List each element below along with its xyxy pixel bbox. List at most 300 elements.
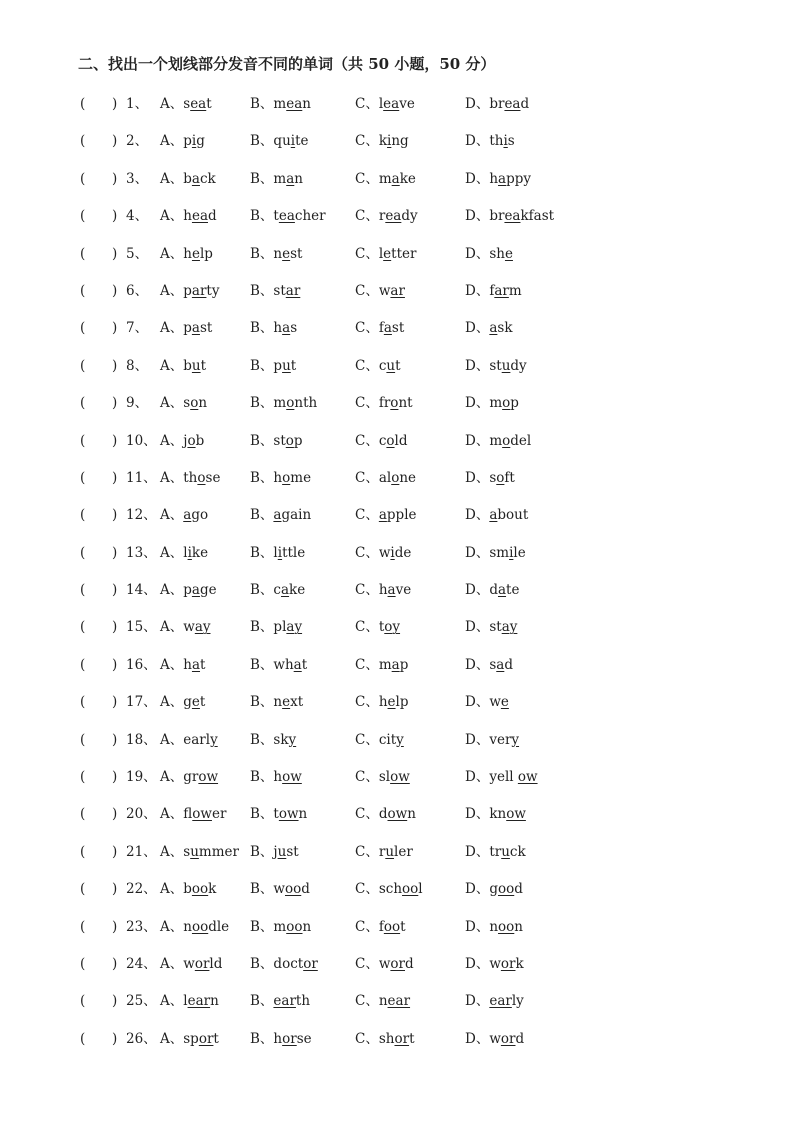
underlined-part: ow bbox=[192, 806, 212, 823]
underlined-part: e bbox=[191, 694, 200, 711]
word-suffix: ke bbox=[399, 170, 416, 187]
option-d bbox=[465, 169, 531, 189]
option-letter: A、 bbox=[160, 769, 184, 786]
option-d bbox=[465, 954, 524, 974]
answer-bracket-open: ( bbox=[80, 769, 86, 786]
answer-bracket-close: ) bbox=[112, 769, 118, 786]
underlined-part: oo bbox=[191, 881, 209, 898]
word-prefix: h bbox=[183, 208, 192, 225]
option-letter: D、 bbox=[465, 843, 490, 860]
option-letter: D、 bbox=[465, 507, 490, 524]
word-prefix: th bbox=[183, 469, 198, 486]
option-a bbox=[160, 991, 219, 1011]
question-number: 12、 bbox=[126, 507, 157, 524]
option-d bbox=[465, 730, 519, 750]
word-prefix: st bbox=[273, 282, 286, 299]
option-letter: D、 bbox=[465, 918, 490, 935]
question-row bbox=[80, 917, 780, 954]
option-letter: B、 bbox=[250, 544, 274, 561]
word-suffix: go bbox=[191, 507, 209, 524]
option-letter: C、 bbox=[355, 507, 379, 524]
question-row bbox=[80, 431, 780, 468]
underlined-part: u bbox=[282, 357, 291, 374]
answer-bracket-open: ( bbox=[80, 208, 86, 225]
option-letter: C、 bbox=[355, 208, 379, 225]
word-suffix: p bbox=[510, 395, 519, 412]
underlined-part: oo bbox=[284, 881, 302, 898]
option-b bbox=[250, 804, 307, 824]
question-number: 25、 bbox=[126, 993, 157, 1010]
option-letter: C、 bbox=[355, 245, 379, 262]
question-number: 18、 bbox=[126, 731, 157, 748]
underlined-part: ea bbox=[385, 208, 402, 225]
answer-bracket-close: ) bbox=[112, 955, 118, 972]
word-suffix: d bbox=[405, 955, 414, 972]
option-c bbox=[355, 991, 410, 1011]
question-row bbox=[80, 244, 780, 281]
option-b bbox=[250, 730, 296, 750]
underlined-part: a bbox=[191, 582, 200, 599]
underlined-part: e bbox=[387, 694, 396, 711]
option-letter: B、 bbox=[250, 731, 274, 748]
option-c bbox=[355, 318, 404, 338]
option-b bbox=[250, 842, 299, 862]
option-letter: C、 bbox=[355, 769, 379, 786]
option-a bbox=[160, 94, 212, 114]
word-prefix: yell bbox=[489, 769, 518, 786]
underlined-part: a bbox=[293, 656, 302, 673]
underlined-part: ow bbox=[278, 806, 299, 823]
underlined-part: o bbox=[386, 432, 395, 449]
option-d bbox=[465, 879, 523, 899]
question-row bbox=[80, 879, 780, 916]
word-suffix: ng bbox=[391, 133, 409, 150]
word-prefix: sh bbox=[378, 1030, 395, 1047]
word-prefix: d bbox=[378, 806, 388, 823]
answer-bracket-open: ( bbox=[80, 507, 86, 524]
underlined-part: ow bbox=[282, 769, 302, 786]
option-d bbox=[465, 804, 526, 824]
option-a bbox=[160, 505, 208, 525]
answer-bracket-close: ) bbox=[112, 619, 118, 636]
option-letter: D、 bbox=[465, 769, 490, 786]
underlined-part: ow bbox=[198, 769, 219, 786]
underlined-part: or bbox=[390, 955, 405, 972]
underlined-part: a bbox=[498, 170, 507, 187]
underlined-part: y bbox=[288, 731, 297, 748]
underlined-part: a bbox=[273, 507, 282, 524]
word-suffix: p bbox=[293, 432, 303, 449]
word-prefix: h bbox=[378, 582, 388, 599]
option-letter: B、 bbox=[250, 133, 274, 150]
underlined-part: i bbox=[187, 544, 192, 561]
word-prefix: b bbox=[183, 170, 192, 187]
answer-bracket-open: ( bbox=[80, 955, 86, 972]
underlined-part: a bbox=[191, 170, 200, 187]
option-letter: B、 bbox=[250, 806, 274, 823]
option-d bbox=[465, 580, 519, 600]
underlined-part: a bbox=[489, 320, 498, 337]
option-letter: D、 bbox=[465, 395, 490, 412]
word-prefix: s bbox=[183, 843, 191, 860]
word-suffix: t bbox=[206, 96, 212, 112]
option-b bbox=[250, 169, 303, 189]
word-suffix: nt bbox=[398, 395, 413, 412]
word-prefix: h bbox=[273, 469, 283, 486]
option-c bbox=[355, 393, 413, 413]
option-d bbox=[465, 356, 527, 376]
word-prefix: sh bbox=[489, 245, 505, 262]
answer-bracket-close: ) bbox=[112, 96, 118, 112]
option-letter: A、 bbox=[160, 170, 184, 187]
answer-bracket-open: ( bbox=[80, 1030, 86, 1047]
word-prefix: w bbox=[378, 282, 391, 299]
word-suffix: kfast bbox=[520, 208, 555, 225]
word-prefix: m bbox=[378, 656, 392, 673]
word-prefix: t bbox=[378, 619, 385, 636]
word-suffix: t bbox=[199, 694, 206, 711]
question-row bbox=[80, 991, 780, 1028]
answer-bracket-close: ) bbox=[112, 881, 118, 898]
underlined-part: or bbox=[282, 1030, 297, 1047]
word-prefix: c bbox=[378, 432, 387, 449]
option-a bbox=[160, 1029, 219, 1049]
underlined-part: or bbox=[500, 955, 516, 972]
underlined-part: i bbox=[387, 133, 392, 150]
underlined-part: ear bbox=[489, 993, 512, 1010]
option-letter: A、 bbox=[160, 881, 184, 898]
answer-bracket-open: ( bbox=[80, 881, 86, 898]
option-a bbox=[160, 131, 205, 151]
word-prefix: w bbox=[489, 1030, 501, 1047]
word-prefix: st bbox=[489, 619, 502, 636]
word-suffix: st bbox=[286, 843, 299, 860]
word-prefix: r bbox=[378, 208, 386, 225]
option-a bbox=[160, 244, 213, 264]
word-prefix: w bbox=[489, 694, 501, 711]
question-row bbox=[80, 206, 780, 243]
underlined-part: y bbox=[210, 731, 218, 748]
underlined-part: o bbox=[282, 469, 291, 486]
word-suffix: st bbox=[391, 320, 405, 337]
word-suffix: mmer bbox=[198, 843, 239, 860]
answer-bracket-open: ( bbox=[80, 544, 86, 561]
underlined-part: u bbox=[501, 357, 511, 374]
answer-bracket-open: ( bbox=[80, 694, 86, 711]
underlined-part: u bbox=[386, 357, 396, 374]
word-suffix: n bbox=[407, 806, 416, 823]
option-letter: C、 bbox=[355, 170, 379, 187]
word-suffix: m bbox=[508, 282, 522, 299]
word-suffix: t bbox=[213, 1030, 219, 1047]
option-d bbox=[465, 94, 529, 114]
word-prefix: p bbox=[183, 320, 192, 337]
option-letter: C、 bbox=[355, 918, 379, 935]
underlined-part: a bbox=[378, 507, 387, 524]
question-number: 20、 bbox=[126, 806, 157, 823]
answer-bracket-close: ) bbox=[112, 694, 118, 711]
option-letter: B、 bbox=[250, 245, 274, 262]
option-d bbox=[465, 617, 517, 637]
page-title: 二、找出一个划线部分发音不同的单词（共 50 小题，50 分） bbox=[78, 55, 496, 73]
word-suffix: ld bbox=[394, 432, 408, 449]
word-suffix: t bbox=[290, 357, 297, 374]
option-letter: D、 bbox=[465, 881, 490, 898]
option-b bbox=[250, 580, 305, 600]
option-c bbox=[355, 954, 414, 974]
option-letter: D、 bbox=[465, 731, 490, 748]
option-letter: A、 bbox=[160, 582, 184, 599]
option-c bbox=[355, 879, 423, 899]
option-a bbox=[160, 804, 226, 824]
underlined-part: ea bbox=[190, 96, 207, 112]
word-prefix: kn bbox=[489, 806, 507, 823]
word-suffix: ld bbox=[209, 955, 223, 972]
option-d bbox=[465, 318, 513, 338]
word-suffix: te bbox=[506, 582, 520, 599]
word-suffix: bout bbox=[497, 507, 529, 524]
option-letter: D、 bbox=[465, 133, 490, 150]
option-a bbox=[160, 767, 218, 787]
word-suffix: ck bbox=[509, 843, 526, 860]
option-letter: A、 bbox=[160, 918, 184, 935]
option-letter: A、 bbox=[160, 694, 184, 711]
option-c bbox=[355, 244, 416, 264]
underlined-part: o bbox=[496, 469, 505, 486]
question-row bbox=[80, 617, 780, 654]
question-row bbox=[80, 692, 780, 729]
option-a bbox=[160, 917, 229, 937]
underlined-part: ow bbox=[390, 769, 410, 786]
option-letter: C、 bbox=[355, 656, 379, 673]
option-a bbox=[160, 206, 217, 226]
word-suffix: dy bbox=[401, 208, 418, 225]
option-d bbox=[465, 468, 515, 488]
option-d bbox=[465, 206, 554, 226]
word-suffix: t bbox=[400, 918, 406, 935]
option-d bbox=[465, 131, 515, 151]
word-suffix: lp bbox=[199, 245, 213, 262]
question-row bbox=[80, 543, 780, 580]
underlined-part: a bbox=[391, 170, 400, 187]
option-letter: D、 bbox=[465, 357, 490, 374]
word-prefix: h bbox=[183, 245, 192, 262]
question-number: 11、 bbox=[126, 469, 157, 486]
option-letter: A、 bbox=[160, 806, 184, 823]
option-letter: C、 bbox=[355, 694, 379, 711]
option-letter: A、 bbox=[160, 432, 184, 449]
option-letter: C、 bbox=[355, 432, 379, 449]
underlined-part: oo bbox=[497, 881, 515, 898]
word-prefix: p bbox=[183, 582, 192, 599]
word-prefix: c bbox=[273, 582, 281, 599]
option-letter: D、 bbox=[465, 955, 490, 972]
question-number: 26、 bbox=[126, 1030, 157, 1047]
option-a bbox=[160, 318, 212, 338]
word-prefix: j bbox=[273, 843, 278, 860]
question-number: 3、 bbox=[126, 170, 149, 187]
option-b bbox=[250, 917, 311, 937]
option-b bbox=[250, 356, 296, 376]
underlined-part: y bbox=[511, 731, 520, 748]
question-row bbox=[80, 730, 780, 767]
word-prefix: sl bbox=[378, 769, 391, 786]
word-prefix: n bbox=[273, 694, 283, 711]
word-prefix: b bbox=[183, 357, 192, 374]
word-suffix: se bbox=[205, 469, 221, 486]
word-prefix: tr bbox=[489, 843, 502, 860]
option-c bbox=[355, 94, 415, 114]
option-letter: B、 bbox=[250, 993, 274, 1010]
option-letter: C、 bbox=[355, 96, 379, 112]
option-letter: B、 bbox=[250, 170, 274, 187]
option-letter: B、 bbox=[250, 694, 274, 711]
underlined-part: u bbox=[277, 843, 287, 860]
word-prefix: l bbox=[273, 544, 278, 561]
answer-bracket-close: ) bbox=[112, 395, 118, 412]
word-suffix: l bbox=[418, 881, 423, 898]
option-letter: B、 bbox=[250, 469, 274, 486]
word-prefix: k bbox=[378, 133, 388, 150]
word-prefix: f bbox=[378, 320, 384, 337]
option-a bbox=[160, 580, 217, 600]
question-row bbox=[80, 318, 780, 355]
question-number: 1、 bbox=[126, 96, 149, 112]
underlined-part: ow bbox=[517, 769, 538, 786]
option-c bbox=[355, 356, 401, 376]
option-letter: A、 bbox=[160, 843, 184, 860]
underlined-part: or bbox=[303, 955, 318, 972]
option-d bbox=[465, 543, 526, 563]
answer-bracket-close: ) bbox=[112, 656, 118, 673]
option-b bbox=[250, 206, 326, 226]
underlined-part: o bbox=[190, 395, 199, 412]
word-prefix: w bbox=[489, 955, 501, 972]
option-letter: D、 bbox=[465, 993, 490, 1010]
question-number: 5、 bbox=[126, 245, 149, 262]
option-letter: A、 bbox=[160, 245, 184, 262]
underlined-part: ay bbox=[501, 619, 518, 636]
underlined-part: y bbox=[396, 731, 404, 748]
option-letter: A、 bbox=[160, 282, 184, 299]
answer-bracket-close: ) bbox=[112, 993, 118, 1010]
word-suffix: t bbox=[200, 357, 207, 374]
underlined-part: a bbox=[183, 507, 192, 524]
word-suffix: sk bbox=[497, 320, 513, 337]
underlined-part: i bbox=[390, 544, 395, 561]
word-prefix: sch bbox=[378, 881, 403, 898]
underlined-part: a bbox=[191, 320, 200, 337]
word-suffix: tter bbox=[391, 245, 417, 262]
question-number: 24、 bbox=[126, 955, 157, 972]
option-a bbox=[160, 730, 218, 750]
question-row bbox=[80, 505, 780, 542]
word-suffix: n bbox=[514, 918, 523, 935]
option-letter: B、 bbox=[250, 582, 274, 599]
answer-bracket-open: ( bbox=[80, 395, 86, 412]
option-letter: D、 bbox=[465, 806, 490, 823]
word-prefix: f bbox=[489, 282, 495, 299]
answer-bracket-close: ) bbox=[112, 1030, 118, 1047]
option-c bbox=[355, 468, 416, 488]
underlined-part: a bbox=[286, 170, 295, 187]
word-suffix: nth bbox=[294, 395, 318, 412]
word-prefix: h bbox=[273, 1030, 283, 1047]
option-letter: B、 bbox=[250, 881, 274, 898]
option-c bbox=[355, 804, 416, 824]
word-prefix: th bbox=[489, 133, 504, 150]
underlined-part: a bbox=[489, 507, 498, 524]
question-number: 17、 bbox=[126, 694, 157, 711]
word-prefix: n bbox=[378, 993, 388, 1010]
option-a bbox=[160, 543, 208, 563]
word-suffix: dle bbox=[208, 918, 230, 935]
option-d bbox=[465, 991, 524, 1011]
question-number: 2、 bbox=[126, 133, 149, 150]
word-suffix: ke bbox=[289, 582, 306, 599]
underlined-part: a bbox=[383, 320, 392, 337]
underlined-part: ar bbox=[494, 282, 509, 299]
word-suffix: t bbox=[301, 656, 308, 673]
underlined-part: ow bbox=[506, 806, 526, 823]
word-suffix: ck bbox=[199, 170, 216, 187]
underlined-part: ea bbox=[383, 96, 400, 112]
word-suffix: ve bbox=[399, 96, 415, 112]
option-a bbox=[160, 879, 216, 899]
underlined-part: u bbox=[191, 357, 201, 374]
answer-bracket-close: ) bbox=[112, 133, 118, 150]
word-prefix: l bbox=[378, 245, 384, 262]
option-letter: C、 bbox=[355, 469, 379, 486]
underlined-part: ar bbox=[390, 282, 405, 299]
word-suffix: er bbox=[211, 806, 227, 823]
word-prefix: m bbox=[273, 170, 287, 187]
option-letter: C、 bbox=[355, 133, 379, 150]
word-suffix: ve bbox=[395, 582, 412, 599]
question-row bbox=[80, 954, 780, 991]
option-letter: B、 bbox=[250, 320, 274, 337]
answer-bracket-open: ( bbox=[80, 357, 86, 374]
question-row bbox=[80, 393, 780, 430]
option-letter: B、 bbox=[250, 955, 274, 972]
underlined-part: or bbox=[198, 1030, 214, 1047]
word-prefix: h bbox=[378, 694, 388, 711]
option-a bbox=[160, 655, 205, 675]
word-prefix: g bbox=[489, 881, 498, 898]
option-c bbox=[355, 131, 409, 151]
question-number: 19、 bbox=[126, 769, 157, 786]
answer-bracket-open: ( bbox=[80, 96, 86, 112]
underlined-part: oo bbox=[383, 918, 401, 935]
option-letter: D、 bbox=[465, 656, 490, 673]
option-letter: B、 bbox=[250, 656, 274, 673]
option-letter: A、 bbox=[160, 96, 184, 112]
word-prefix: wh bbox=[273, 656, 294, 673]
underlined-part: a bbox=[387, 582, 396, 599]
option-d bbox=[465, 281, 522, 301]
option-letter: B、 bbox=[250, 282, 274, 299]
answer-bracket-open: ( bbox=[80, 320, 86, 337]
option-a bbox=[160, 281, 219, 301]
word-prefix: sm bbox=[489, 544, 510, 561]
option-d bbox=[465, 244, 513, 264]
option-d bbox=[465, 842, 526, 862]
word-suffix: t bbox=[395, 357, 401, 374]
answer-bracket-close: ) bbox=[112, 432, 118, 449]
answer-bracket-open: ( bbox=[80, 469, 86, 486]
word-prefix: cit bbox=[378, 731, 397, 748]
option-letter: C、 bbox=[355, 843, 379, 860]
